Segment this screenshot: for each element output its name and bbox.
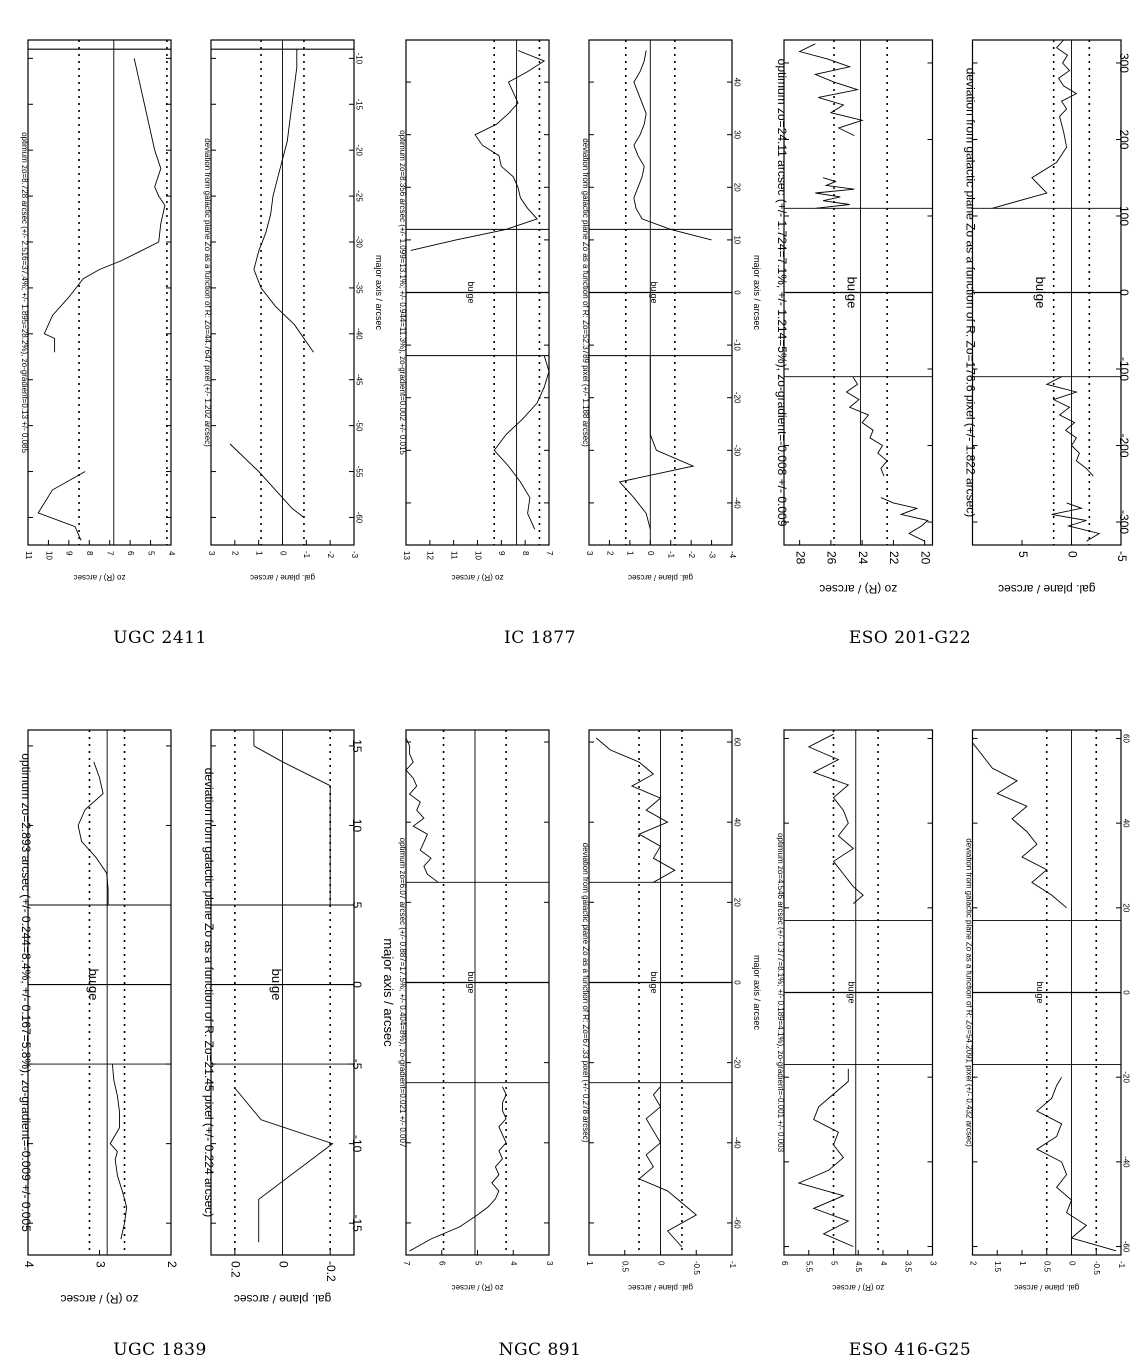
zo-subplot <box>776 730 937 1292</box>
major-tick-label-7: -25 <box>354 190 364 202</box>
zo-value-tick-label-1: 10 <box>44 551 54 560</box>
plane-value-tick-label-2: -5 <box>1114 551 1129 562</box>
major-tick-label-6: 60 <box>732 737 742 747</box>
major-tick-label-5: 40 <box>1121 818 1131 828</box>
zo-bulge-label: bulge <box>844 276 860 309</box>
zo-series-1 <box>44 58 165 352</box>
zo-value-tick-label-2: 9 <box>64 551 74 556</box>
zo-value-axis-label: zo (R) / arcsec <box>60 1292 139 1306</box>
zo-subplot-title: optimum zo=2.893 arcsec (+/- 0.244=8.4%; +/- 0.167=5.8%), zo-gradient=-0.009 +/- 0.005 <box>19 753 33 1232</box>
plane-subplot <box>203 40 363 582</box>
major-tick-label-2: -20 <box>1121 1071 1131 1083</box>
plane-value-tick-label-5: -2 <box>326 551 336 559</box>
zo-value-tick-label-1: 26 <box>824 551 839 565</box>
plane-subplot-title: deviation from galactic plane Zo as a function of R: Zo=176.6 pixel (+/- 1.822 arcsec) <box>963 67 978 518</box>
major-tick-label-2: -50 <box>354 419 364 432</box>
plane-value-tick-label-0: 2 <box>968 1261 978 1266</box>
major-axis-label: major axis / arcsec <box>752 954 762 1031</box>
plane-value-tick-label-1: 2 <box>230 551 240 556</box>
major-tick-label-8: -20 <box>354 144 364 156</box>
zo-series-3 <box>800 44 863 136</box>
chart-svg <box>0 690 396 1325</box>
plane-value-tick-label-0: 3 <box>584 551 594 556</box>
galaxy-caption: NGC 891 <box>498 1340 582 1360</box>
zo-value-tick-label-0: 6 <box>779 1261 789 1266</box>
major-axis-label: major axis / arcsec <box>374 254 384 331</box>
plane-subplot-title: deviation from galactic plane Zo as a function of R: Zo=44.7647 pixel (+/- 1.202 arcsec) <box>203 138 212 447</box>
plane-subplot <box>202 730 364 1306</box>
plane-value-tick-label-2: 1 <box>254 551 264 556</box>
zo-value-tick-label-6: 7 <box>544 551 554 556</box>
major-tick-label-3: 0 <box>732 980 742 985</box>
plane-value-axis-label: gal. plane / arcsec <box>998 582 1096 596</box>
zo-value-tick-label-3: 10 <box>473 551 483 560</box>
zo-subplot-title: optimum zo=4.546 arcsec (+/- 0.377=8.1%; +/- 0.189=4.1%), zo-gradient=-0.001 +/- 0.003 <box>776 832 785 1153</box>
major-tick-label-6: 60 <box>1121 734 1131 743</box>
zo-value-tick-label-4: 9 <box>497 551 507 556</box>
plane-bulge-label: bulge <box>1032 276 1048 309</box>
plane-subplot <box>964 40 1132 596</box>
plane-value-tick-label-4: -1 <box>727 1261 737 1269</box>
plane-value-axis-label: gal. plane / arcsec <box>250 573 315 582</box>
major-tick-label-1: -40 <box>732 1137 742 1149</box>
plane-value-tick-label-4: 0 <box>1067 1261 1077 1266</box>
plane-series-0 <box>230 444 304 518</box>
zo-value-tick-label-3: 4 <box>509 1261 519 1266</box>
major-tick-label-10: -10 <box>354 52 364 65</box>
galaxy-caption: UGC 2411 <box>113 628 207 648</box>
zo-subplot <box>398 730 554 1292</box>
plane-bulge-label: bulge <box>268 968 284 1001</box>
plane-bulge-label: bulge <box>648 971 659 994</box>
major-tick-label-0: -40 <box>732 497 742 509</box>
plane-value-tick-label-5: -2 <box>687 551 697 559</box>
chart-panel-1 <box>378 0 762 615</box>
major-tick-label-6: 15 <box>350 739 365 753</box>
major-tick-label-0: -15 <box>350 1214 365 1232</box>
chart-panel-2 <box>756 0 1137 615</box>
plane-value-tick-label-1: 0 <box>1065 551 1080 558</box>
zo-value-tick-label-0: 28 <box>793 551 808 565</box>
plane-value-tick-label-0: 0.2 <box>228 1261 243 1278</box>
major-axis-label: major axis / arcsec <box>381 938 396 1047</box>
major-tick-label-6: 300 <box>1117 52 1132 73</box>
chart-panel-4 <box>378 690 762 1325</box>
plane-value-tick-label-2: 1 <box>1017 1261 1027 1266</box>
zo-subplot <box>19 730 179 1306</box>
zo-value-tick-label-0: 4 <box>21 1261 36 1268</box>
zo-value-tick-label-5: 3.5 <box>903 1261 913 1273</box>
zo-value-tick-label-2: 5 <box>829 1261 839 1266</box>
plane-value-tick-label-4: -1 <box>302 551 312 559</box>
zo-value-tick-label-0: 13 <box>401 551 411 560</box>
zo-series-0 <box>799 1069 854 1247</box>
major-tick-label-1: -30 <box>732 444 742 457</box>
zo-value-tick-label-3: 22 <box>887 551 902 565</box>
major-tick-label-2: -5 <box>350 1058 365 1070</box>
zo-series-1 <box>406 738 438 882</box>
zo-value-tick-label-1: 6 <box>437 1261 447 1266</box>
plane-value-tick-label-3: 0 <box>646 551 656 556</box>
plane-value-axis-label: gal. plane / arcsec <box>628 573 693 582</box>
zo-value-tick-label-3: 4.5 <box>854 1261 864 1273</box>
plane-value-tick-label-1: 2 <box>605 551 615 556</box>
zo-value-tick-label-1: 3 <box>93 1261 108 1268</box>
major-tick-label-5: 10 <box>732 235 742 245</box>
plane-subplot-title: deviation from galactic plane Zo as a function of R: Zo=54.2091 pixel (+/- 0.432 arcsec) <box>964 838 974 1147</box>
zo-series-1 <box>78 762 108 905</box>
zo-series-1 <box>809 734 863 903</box>
major-tick-label-3: -10 <box>732 339 742 351</box>
plane-value-axis-label: gal. plane / arcsec <box>233 1292 332 1306</box>
major-tick-label-3: 0 <box>1117 289 1132 296</box>
zo-value-tick-label-0: 11 <box>23 551 33 560</box>
zo-series-0 <box>494 356 549 530</box>
plane-series-1 <box>973 743 1067 908</box>
plane-value-tick-label-5: -0.5 <box>1092 1261 1102 1275</box>
major-tick-label-6: 20 <box>732 182 742 192</box>
galaxy-caption: UGC 1839 <box>113 1340 207 1360</box>
plane-series-1 <box>254 730 330 905</box>
plane-value-tick-label-4: -1 <box>666 551 676 559</box>
plane-series-1 <box>634 51 712 240</box>
major-axis-label: major axis / arcsec <box>752 254 762 331</box>
plane-value-tick-label-0: 1 <box>584 1261 594 1266</box>
major-tick-label-4: 5 <box>350 901 365 909</box>
major-tick-label-4: 0 <box>732 290 742 295</box>
major-tick-label-2: -20 <box>732 391 742 404</box>
plane-subplot <box>965 730 1131 1292</box>
major-tick-label-5: -35 <box>354 282 364 294</box>
plane-series-0 <box>1037 1077 1116 1251</box>
chart-svg <box>756 0 1137 615</box>
zo-subplot-title: optimum zo=6.07 arcsec (+/- 0.887=17.5%; +/- 0.404=8%), zo-gradient=0.021 +/- 0.007 <box>398 837 407 1148</box>
plane-bulge-label: bulge <box>1034 981 1045 1004</box>
zo-series-1 <box>411 51 544 251</box>
chart-panel-3 <box>0 690 396 1325</box>
zo-subplot-title: optimum zo=8.356 arcsec (+/- 1.099=13.1%; +/- 0.944=11.3%), zo-gradient=0.002 +/- 0.015 <box>398 130 407 455</box>
major-tick-label-0: -60 <box>1121 1240 1131 1253</box>
zo-series-0 <box>881 498 928 542</box>
chart-panel-0 <box>0 0 384 615</box>
zo-bulge-label: bulge <box>465 281 476 304</box>
plane-value-tick-label-1: 0.5 <box>620 1261 630 1273</box>
major-tick-label-7: 30 <box>732 130 742 140</box>
major-tick-label-5: 10 <box>350 818 365 833</box>
zo-value-tick-label-2: 24 <box>855 551 870 565</box>
zo-value-tick-label-7: 4 <box>166 551 176 556</box>
zo-value-axis-label: zo (R) / arcsec <box>73 573 126 582</box>
zo-value-tick-label-4: 4 <box>878 1261 888 1266</box>
major-tick-label-1: -200 <box>1117 433 1132 458</box>
major-tick-label-3: 0 <box>1121 990 1131 995</box>
galaxy-caption: IC 1877 <box>504 628 576 648</box>
zo-value-tick-label-1: 5.5 <box>804 1261 814 1273</box>
plane-series-2 <box>992 40 1076 208</box>
galaxy-caption: ESO 201-G22 <box>848 628 972 648</box>
zo-axes-frame <box>28 40 171 545</box>
zo-bulge-label: bulge <box>846 981 857 1004</box>
zo-bulge-label: bulge <box>85 968 101 1001</box>
plane-subplot <box>581 730 741 1292</box>
plane-series-0 <box>639 1087 696 1247</box>
zo-subplot <box>775 40 933 596</box>
major-tick-label-0: -60 <box>354 511 364 524</box>
plane-value-tick-label-2: 0 <box>656 1261 666 1266</box>
zo-bulge-label: bulge <box>465 971 476 994</box>
major-tick-label-4: 20 <box>1121 903 1131 913</box>
plane-series-0 <box>620 356 694 530</box>
major-tick-label-6: -30 <box>354 236 364 248</box>
zo-value-tick-label-5: 8 <box>521 551 531 556</box>
zo-series-1 <box>847 377 888 476</box>
plane-subplot-title: deviation from galactic plane Zo as a function of R: Zo=21.45 pixel (+/- 0.224 arcsec) <box>202 767 216 1218</box>
zo-value-tick-label-0: 7 <box>401 1261 411 1266</box>
plane-subplot-title: deviation from galactic plane Zo as a function of R: Zo=52.3789 pixel (+/- 1.188 arcsec) <box>581 138 590 447</box>
chart-svg <box>756 690 1137 1325</box>
plane-subplot-title: deviation from galactic plane Zo as a function of R: Zo=67.33 pixel (+/- 0.278 arcsec) <box>581 842 590 1143</box>
major-tick-label-8: 40 <box>732 77 742 87</box>
chart-svg <box>378 0 762 615</box>
major-tick-label-2: -100 <box>1117 356 1132 382</box>
zo-value-tick-label-5: 6 <box>126 551 136 556</box>
plane-series-1 <box>596 738 675 882</box>
zo-value-tick-label-2: 5 <box>473 1261 483 1266</box>
major-tick-label-4: -40 <box>354 328 364 340</box>
plane-value-tick-label-6: -3 <box>349 551 359 559</box>
major-tick-label-5: 200 <box>1117 129 1132 150</box>
plane-subplot <box>581 40 741 582</box>
major-tick-label-9: -15 <box>354 98 364 111</box>
major-tick-label-1: -55 <box>354 465 364 478</box>
zo-subplot <box>20 40 176 582</box>
zo-value-tick-label-3: 8 <box>85 551 95 556</box>
chart-panel-5 <box>756 690 1137 1325</box>
plane-value-tick-label-3: 0 <box>278 551 288 556</box>
zo-series-2 <box>815 178 854 209</box>
zo-series-0 <box>38 472 85 541</box>
zo-value-tick-label-4: 3 <box>544 1261 554 1266</box>
plane-value-tick-label-6: -3 <box>707 551 717 559</box>
plane-value-tick-label-6: -1 <box>1116 1261 1126 1269</box>
plane-value-tick-label-0: 5 <box>1015 551 1030 558</box>
zo-series-0 <box>410 1087 507 1251</box>
plane-value-tick-label-3: -0.5 <box>692 1261 702 1275</box>
major-tick-label-4: 20 <box>732 897 742 907</box>
zo-value-tick-label-6: 5 <box>146 551 156 556</box>
zo-value-tick-label-4: 7 <box>105 551 115 556</box>
zo-value-tick-label-2: 11 <box>449 551 459 560</box>
chart-svg <box>378 690 762 1325</box>
zo-value-axis-label: zo (R) / arcsec <box>451 1283 504 1292</box>
major-tick-label-2: -20 <box>732 1056 742 1069</box>
plane-value-tick-label-2: -0.2 <box>323 1261 338 1282</box>
plane-value-tick-label-1: 1.5 <box>993 1261 1003 1273</box>
major-tick-label-1: -10 <box>350 1134 365 1153</box>
major-tick-label-3: -45 <box>354 373 364 386</box>
plane-value-tick-label-0: 3 <box>206 551 216 556</box>
plane-value-tick-label-1: 0 <box>276 1261 291 1268</box>
major-tick-label-1: -40 <box>1121 1156 1131 1168</box>
zo-value-axis-label: zo (R) / arcsec <box>819 582 898 596</box>
plane-series-0 <box>1052 503 1100 541</box>
zo-value-tick-label-1: 12 <box>425 551 435 560</box>
plane-value-axis-label: gal. plane / arcsec <box>628 1283 693 1292</box>
plane-value-tick-label-2: 1 <box>625 551 635 556</box>
plane-bulge-label: bulge <box>648 281 659 304</box>
plane-series-0 <box>235 1088 333 1242</box>
major-tick-label-3: 0 <box>350 981 365 988</box>
zo-value-axis-label: zo (R) / arcsec <box>832 1283 885 1292</box>
plane-value-tick-label-7: -4 <box>727 551 737 559</box>
major-tick-label-5: 40 <box>732 817 742 827</box>
zo-axes-frame <box>406 730 549 1255</box>
plane-value-tick-label-3: 0.5 <box>1042 1261 1052 1273</box>
zo-value-tick-label-6: 3 <box>928 1261 938 1266</box>
zo-subplot-title: optimum zo=24.11 arcsec (+/- 1.724=7.1%; +/- 1.214=5%), zo-gradient=-0.008 +/- 0.009 <box>775 58 789 527</box>
major-tick-label-4: 100 <box>1117 205 1132 227</box>
galaxy-caption: ESO 416-G25 <box>848 1340 972 1360</box>
major-tick-label-0: -300 <box>1117 510 1132 535</box>
zo-value-tick-label-2: 2 <box>164 1261 179 1268</box>
zo-subplot <box>398 40 554 582</box>
zo-value-tick-label-4: 20 <box>918 551 933 565</box>
major-tick-label-0: -60 <box>732 1217 742 1229</box>
zo-value-axis-label: zo (R) / arcsec <box>451 573 504 582</box>
chart-svg <box>0 0 384 615</box>
zo-subplot-title: optimum zo=8.728 arcsec (+/- 2.516=37.4%; +/- 1.895=28.2%), zo-gradient=0.13 +/- 0.085 <box>20 132 29 453</box>
plane-value-axis-label: gal. plane / arcsec <box>1014 1283 1080 1292</box>
